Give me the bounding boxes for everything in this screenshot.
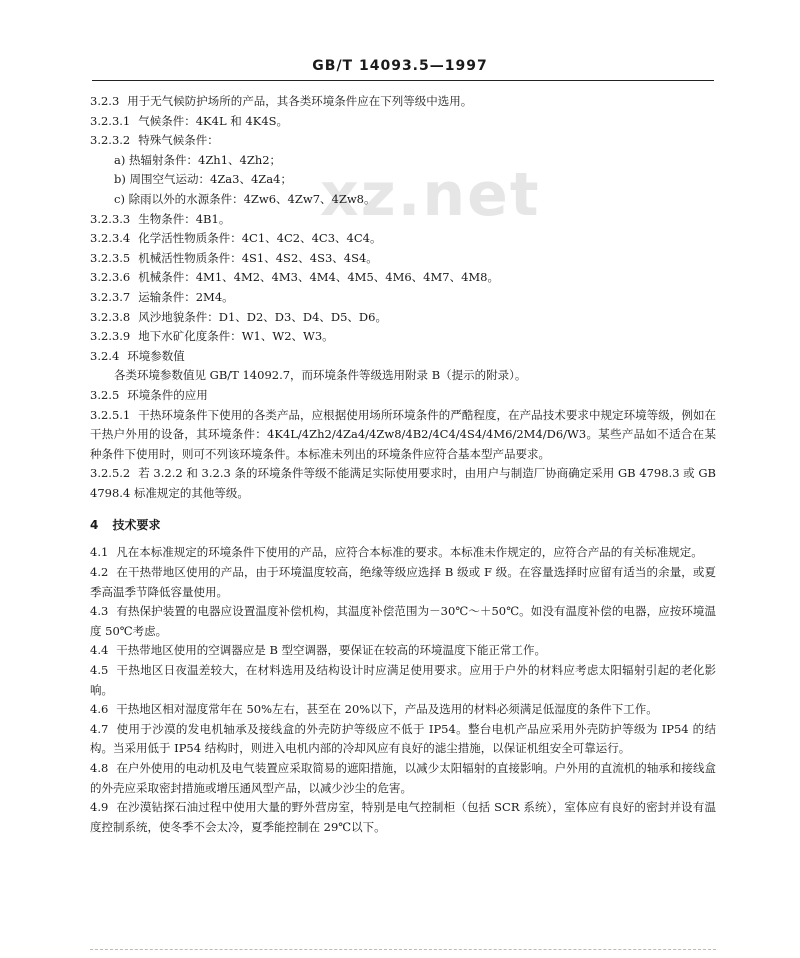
clause-text: 特殊气候条件： <box>138 133 219 148</box>
clause-text: c) 除雨以外的水源条件：4Zw6、4Zw7、4Zw8。 <box>114 191 376 206</box>
clause-number: 3.2.3.6 <box>90 270 131 285</box>
page-continuation <box>90 949 716 958</box>
section-3-paragraphs <box>90 406 716 504</box>
clause-number: 3.2.3.5 <box>90 250 131 265</box>
clause-number: 3.2.3.7 <box>90 289 131 304</box>
clause-paragraph <box>90 464 716 503</box>
clause-number: 4.2 <box>90 565 109 580</box>
clause-text: 在干热带地区使用的产品，由于环境温度较高，绝缘等级应选择 B 级或 F 级。在容量选择时应留有适当的余量，或夏季高温季节降低容量使用。 <box>90 565 716 599</box>
clause-text: 化学活性物质条件：4C1、4C2、4C3、4C4。 <box>138 231 382 246</box>
section-4-paragraphs <box>90 543 716 837</box>
clause-line <box>90 366 716 386</box>
clause-number: 3.2.3.2 <box>90 133 131 148</box>
clause-line <box>90 288 716 308</box>
clause-line <box>90 131 716 151</box>
clause-text: 各类环境参数值见 GB/T 14092.7，而环境条件等级选用附录 B（提示的附录）。 <box>114 368 527 383</box>
clause-text: 若 3.2.2 和 3.2.3 条的环境条件等级不能满足实际使用要求时，由用户与制造厂协商确定采用 GB 4798.3 或 GB 4798.4 标准规定的其他等级。 <box>90 466 716 500</box>
clause-number: 3.2.5.1 <box>90 407 131 422</box>
document-body <box>90 92 716 837</box>
clause-text: 地下水矿化度条件：W1、W2、W3。 <box>138 329 334 344</box>
clause-line <box>90 112 716 132</box>
clause-paragraph <box>90 661 716 700</box>
clause-text: 使用于沙漠的发电机轴承及接线盒的外壳防护等级应不低于 IP54。整台电机产品应采用外壳防护等级为 IP54 的结构。当采用低于 IP54 结构时，则进入电机内部的冷却风应有良好的滤尘措施，以保证机组安全可靠运行。 <box>90 721 716 756</box>
clause-number: 4.8 <box>90 761 109 775</box>
clause-text: 干热带地区使用的空调器应是 B 型空调器，要保证在较高的环境温度下能正常工作。 <box>116 643 547 658</box>
clause-text: 干热地区相对湿度常年在 50%左右，甚至在 20%以下，产品及选用的材料必须满足低湿度的条件下工作。 <box>116 702 658 717</box>
clause-text: b) 周围空气运动：4Za3、4Za4； <box>114 172 292 187</box>
clause-text: 干热地区日夜温差较大，在材料选用及结构设计时应满足使用要求。应用于户外的材料应考虑太阳辐射引起的老化影响。 <box>90 663 716 697</box>
clause-text: 环境条件的应用 <box>127 387 208 402</box>
clause-line <box>90 249 716 269</box>
clause-number: 3.2.4 <box>90 348 120 363</box>
clause-text: 气候条件：4K4L 和 4K4S。 <box>138 113 289 128</box>
clause-number: 4.6 <box>90 702 109 717</box>
clause-paragraph <box>90 700 716 720</box>
clause-text: 在户外使用的电动机及电气装置应采取简易的遮阳措施，以减少太阳辐射的直接影响。户外用的直流机的轴承和接线盒的外壳应采取密封措施或增压通风型产品，以减少沙尘的危害。 <box>90 761 716 795</box>
clause-line <box>90 308 716 328</box>
clause-paragraph <box>90 543 716 563</box>
clause-number: 3.2.3.8 <box>90 309 131 324</box>
clause-text: 生物条件：4B1。 <box>138 211 231 226</box>
clause-line <box>90 229 716 249</box>
clause-text: 凡在本标准规定的环境条件下使用的产品，应符合本标准的要求。本标准未作规定的，应符合产品的有关标准规定。 <box>116 545 703 560</box>
clause-number: 3.2.3.1 <box>90 113 131 128</box>
clause-number: 3.2.3 <box>90 94 120 108</box>
clause-paragraph <box>90 720 716 759</box>
clause-paragraph <box>90 798 716 837</box>
clause-number: 3.2.5.2 <box>90 466 131 481</box>
clause-line <box>90 327 716 347</box>
clause-text: 环境参数值 <box>127 348 185 363</box>
clause-number: 4.4 <box>90 643 109 658</box>
section-4-title: 技术要求 <box>112 518 161 533</box>
clause-line <box>90 190 716 210</box>
clause-text: 风沙地貌条件：D1、D2、D3、D4、D5、D6。 <box>138 309 387 324</box>
clause-line <box>90 268 716 288</box>
clause-number: 4.5 <box>90 663 109 678</box>
clause-text: a) 热辐射条件：4Zh1、4Zh2； <box>114 152 282 167</box>
clause-number: 4.3 <box>90 604 109 619</box>
clause-line <box>90 170 716 190</box>
clause-text: 机械活性物质条件：4S1、4S2、4S3、4S4。 <box>138 250 378 265</box>
clause-number: 3.2.3.9 <box>90 329 131 344</box>
header-rule <box>92 80 714 81</box>
clause-line <box>90 151 716 171</box>
section-4-heading <box>90 515 716 535</box>
clause-text: 干热环境条件下使用的各类产品，应根据使用场所环境条件的严酷程度，在产品技术要求中规定环境等级，例如在干热户外用的设备，其环境条件：4K4L/4Zh2/4Za4/4Zw8/4B2/4C4/4S4/4M6/2M4/D6/W3。某些产品如不适合在某种条件下使用时，则可不列该环境条件。本标准未列出的环境条件应符合基本型产品要求。 <box>90 407 716 461</box>
clause-text: 用于无气候防护场所的产品，其各类环境条件应在下列等级中选用。 <box>127 94 473 108</box>
clause-number: 3.2.5 <box>90 387 120 402</box>
clause-paragraph <box>90 759 716 798</box>
clause-paragraph <box>90 641 716 661</box>
clause-text: 机械条件：4M1、4M2、4M3、4M4、4M5、4M6、4M7、4M8。 <box>138 270 500 285</box>
clause-text: 在沙漠钻探石油过程中使用大量的野外营房室，特别是电气控制柜（包括 SCR 系统），室体应有良好的密封并设有温度控制系统，使冬季不会太冷，夏季能控制在 29℃以下。 <box>90 800 716 834</box>
clause-line <box>90 92 716 112</box>
clause-number: 4.1 <box>90 545 109 560</box>
clause-text: 运输条件：2M4。 <box>138 289 234 304</box>
section-3-list <box>90 92 716 406</box>
clause-number: 4.9 <box>90 800 109 815</box>
clause-line <box>90 210 716 230</box>
section-4-number: 4 <box>90 518 99 533</box>
clause-number: 4.7 <box>90 721 109 736</box>
clause-line <box>90 386 716 406</box>
clause-number: 3.2.3.4 <box>90 231 131 246</box>
clause-line <box>90 347 716 367</box>
clause-text: 有热保护装置的电器应设置温度补偿机构，其温度补偿范围为－30℃～＋50℃。如没有温度补偿的电器，应按环境温度 50℃考虑。 <box>90 604 716 638</box>
clause-number: 3.2.3.3 <box>90 211 131 226</box>
standard-code-header: GB/T 14093.5—1997 <box>312 58 488 74</box>
watermark: xz.net <box>320 160 541 230</box>
clause-paragraph <box>90 602 716 641</box>
clause-paragraph <box>90 406 716 465</box>
clause-paragraph <box>90 563 716 602</box>
